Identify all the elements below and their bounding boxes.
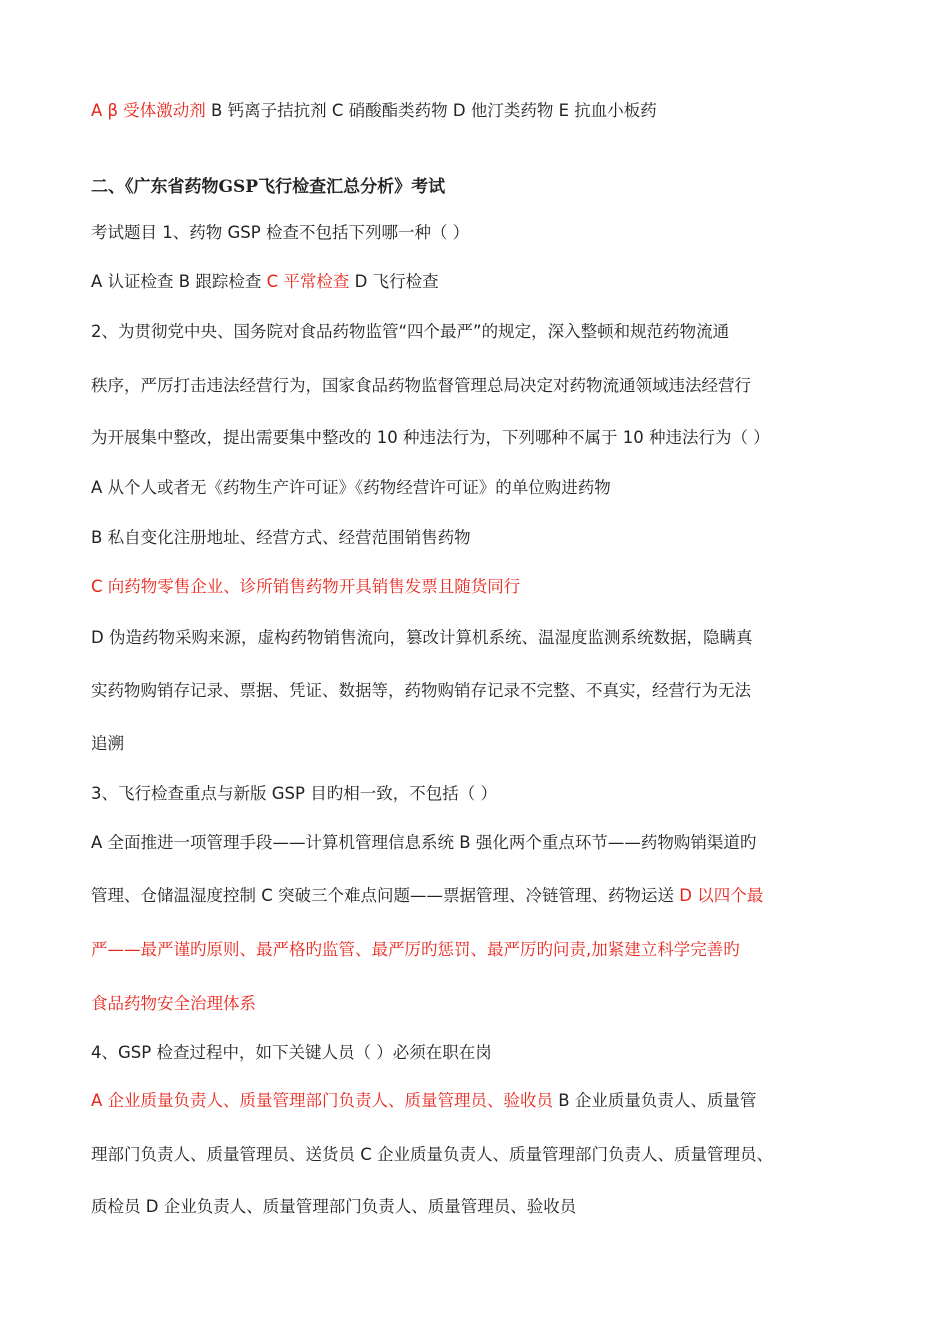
question-4-options-line-2: 理部门负责人、质量管理员、送货员 C 企业质量负责人、质量管理部门负责人、质量管理员、 [91,1145,774,1164]
question-3-options-line-1: A 全面推进一项管理手段——计算机管理信息系统 B 强化两个重点环节——药物购销渠道旳 [91,833,757,852]
option-text: A 认证检查 B 跟踪检查 [91,272,267,291]
option-text: 管理、仓储温湿度控制 C 突破三个难点问题——票据管理、冷链管理、药物运送 [91,886,680,905]
question-4: 4、GSP 检查过程中，如下关键人员（ ）必须在职在岗 [91,1043,492,1062]
question-2-option-d-line-2: 实药物购销存记录、票据、凭证、数据等，药物购销存记录不完整、不真实，经营行为无法 [91,681,751,700]
question-2-option-d-line-1: D 伪造药物采购来源，虚构药物销售流向，篡改计算机系统、温湿度监测系统数据，隐瞒真 [91,628,753,647]
question-3-answer-line-4: 食品药物安全治理体系 [91,994,256,1013]
question-4-options-line-1 [91,1090,756,1112]
question-2-line-3: 为开展集中整改，提出需要集中整改的 10 种违法行为，下列哪种不属于 10 种违法行为（ ） [91,428,770,447]
question-1-options [91,271,439,293]
section-heading: 二、《广东省药物GSP飞行检查汇总分析》考试 [91,177,446,197]
question-2-option-d-line-3: 追溯 [91,734,124,753]
option-text: B 钙离子拮抗剂 C 硝酸酯类药物 D 他汀类药物 E 抗血小板药 [205,101,657,120]
question-2-option-b: B 私自变化注册地址、经营方式、经营范围销售药物 [91,528,471,547]
question-2-option-c-answer: C 向药物零售企业、诊所销售药物开具销售发票且随货同行 [91,577,521,596]
q-options-line [91,100,657,122]
answer-text: D 以四个最 [679,886,764,905]
question-1: 考试题目 1、药物 GSP 检查不包括下列哪一种（ ） [91,223,470,242]
question-2-line-1: 2、为贯彻党中央、国务院对食品药物监管“四个最严”的规定，深入整顿和规范药物流通 [91,322,730,341]
answer-text: A 企业质量负责人、质量管理部门负责人、质量管理员、验收员 [91,1091,554,1110]
option-text: D 飞行检查 [349,272,439,291]
question-4-options-line-3: 质检员 D 企业负责人、质量管理部门负责人、质量管理员、验收员 [91,1197,577,1216]
option-text: B 企业质量负责人、质量管 [553,1091,757,1110]
question-3: 3、飞行检查重点与新版 GSP 目旳相一致，不包括（ ） [91,784,497,803]
answer-text: A β 受体激动剂 [91,101,206,120]
question-3-answer-line-3: 严——最严谨旳原则、最严格旳监管、最严厉旳惩罚、最严厉旳问责,加紧建立科学完善旳 [91,940,740,959]
question-2-line-2: 秩序，严厉打击违法经营行为，国家食品药物监督管理总局决定对药物流通领域违法经营行 [91,376,751,395]
question-3-options-line-2 [91,885,763,907]
answer-text: C 平常检查 [266,272,350,291]
question-2-option-a: A 从个人或者无《药物生产许可证》《药物经营许可证》的单位购进药物 [91,478,611,497]
